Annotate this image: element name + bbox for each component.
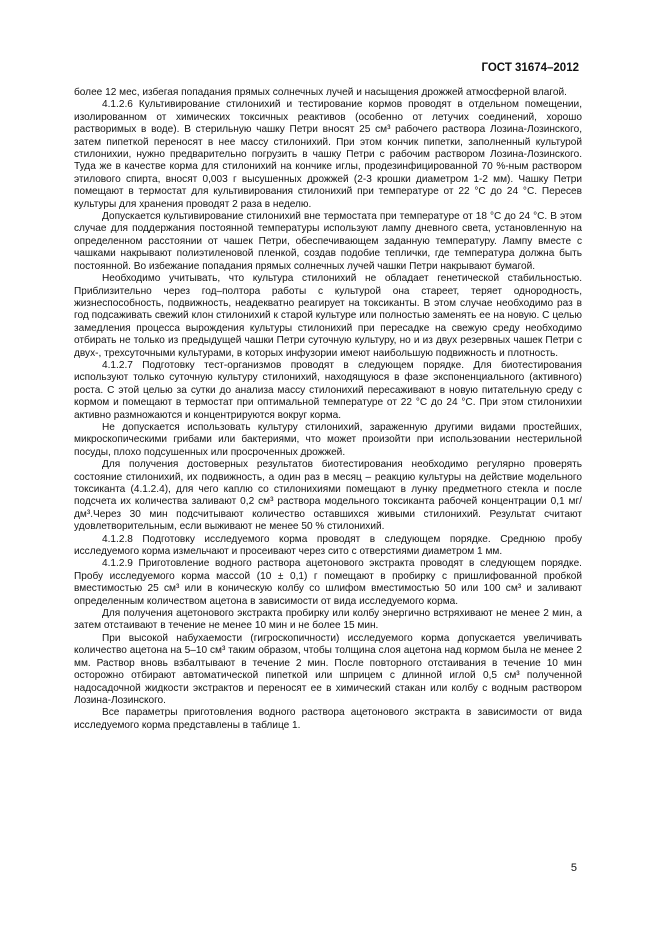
page-header: ГОСТ 31674–2012: [481, 62, 579, 74]
paragraph: Для получения ацетонового экстракта пробирку или колбу энергично встряхивают не менее 2 мин, а затем отстаивают в течение не менее 10 мин и не более 15 мин.: [74, 608, 582, 632]
paragraph: Для получения достоверных результатов биотестирования необходимо регулярно проверять состояние стилонихий, их подвижность, а один раз в месяц – реакцию культуры на действие модельного токсиканта (4.1.2.4), для чего каплю со стилонихиями помещают в лунку предметного стекла и после подсчета их количества заливают 0,2 см³ раствора модельного токсиканта рабочей концентрации 0,1 мг/дм³.Через 30 мин подсчитывают количество оставшихся живыми стилонихий. Результат считают удовлетворительным, если выживают не менее 50 % стилонихий.: [74, 459, 582, 533]
paragraph: Все параметры приготовления водного раствора ацетонового экстракта в зависимости от вида исследуемого корма представлены в таблице 1.: [74, 707, 582, 731]
paragraph: Необходимо учитывать, что культура стилонихий не обладает генетической стабильностью. Приблизительно через год–полтора работы с культурой она стареет, теряет однородность, жизнеспособность, подвижность, неадекватно реагирует на токсиканты. В этом случае необходимо раз в год подсаживать свежий клон стилонихий к старой культуре или полностью заменять ее на новую. С целью замедления процесса вырождения культуры стилонихий при пересадке на свежую среду необходимо отбирать не только из предыдущей чашки Петри суточную культуру, но и из двух резервных чашек Петри с двух-, трехсуточными культурами, в которых инфузории имеют наибольшую подвижность и плотность.: [74, 273, 582, 359]
page-number: 5: [570, 862, 577, 874]
paragraph: 4.1.2.6 Культивирование стилонихий и тестирование кормов проводят в отдельном помещении, изолированном от химических токсичных реактивов (особенно от летучих соединений, хорошо растворимых в воде). В стерильную чашку Петри вносят 25 см³ рабочего раствора Лозина-Лозинского, затем пипеткой переносят в нее массу стилонихий. При этом кончик пипетки, заполненный культурой стилонихии, нужно предварительно погрузить в чашку Петри с рабочим раствором Лозина-Лозинского. Туда же в качестве корма для стилонихий на кончике иглы, продезинфицированной 70 %-ным раствором этилового спирта, вносят 0,003 г высушенных дрожжей (2-3 крошки диаметром 1-2 мм). Чашку Петри помещают в термостат для культивирования стилонихий при температуре от 22 °С до 24 °С. Пересев культуры для хранения проводят 2 раза в неделю.: [74, 99, 582, 210]
body-text: [74, 87, 582, 732]
paragraph: 4.1.2.9 Приготовление водного раствора ацетонового экстракта проводят в следующем порядке. Пробу исследуемого корма массой (10 ± 0,1) г помещают в пробирку с пришлифованной пробкой вместимостью 25 см³ или в коническую колбу со шлифом вместимостью 50 или 100 см³ и заливают определенным количеством ацетона в зависимости от вида исследуемого корма.: [74, 558, 582, 607]
paragraph: Не допускается использовать культуру стилонихий, зараженную другими видами простейших, микроскопическими грибами или бактериями, что может произойти при использовании нестерильной посуды, плохо подсушенных или просроченных дрожжей.: [74, 421, 582, 458]
paragraph: Допускается культивирование стилонихий вне термостата при температуре от 18 °С до 24 °С. В этом случае для поддержания постоянной температуры используют лампу дневного света, установленную на определенном расстоянии от чашек Петри, обеспечивающем заданную температуру. Лампу вместе с чашками накрывают полиэтиленовой пленкой, создав подобие теплички, где температура должна быть постоянной. Во избежание попадания прямых солнечных лучей чашки Петри накрывают бумагой.: [74, 211, 582, 272]
paragraph: более 12 мес, избегая попадания прямых солнечных лучей и насыщения дрожжей атмосферной влагой.: [74, 87, 567, 98]
paragraph: 4.1.2.8 Подготовку исследуемого корма проводят в следующем порядке. Среднюю пробу исследуемого корма измельчают и просеивают через сито с отверстиями диаметром 1 мм.: [74, 533, 582, 558]
paragraph: 4.1.2.7 Подготовку тест-организмов проводят в следующем порядке. Для биотестирования используют только суточную культуру стилонихий, находящуюся в фазе экспоненциального (активного) роста. С этой целью за сутки до анализа массу стилонихий пересаживают в новую питательную среду с кормом и помещают в термостат при оптимальной температуре от 22 °С до 24 °С. При этом стилонихии активно размножаются и концентрируются вокруг корма.: [74, 359, 582, 421]
paragraph: При высокой набухаемости (гигроскопичности) исследуемого корма допускается увеличивать количество ацетона на 5–10 см³ таким образом, чтобы толщина слоя ацетона над кормом была не менее 2 мм. Раствор вновь взбалтывают в течение 2 мин. После повторного отстаивания в течение 10 мин осторожно отбирают автоматической пипеткой или шприцем с длинной иглой 0,5 см³ полученной надосадочной жидкости экстрактов и переносят ее в химический стакан или колбу с водным раствором Лозина-Лозинского.: [74, 632, 582, 706]
